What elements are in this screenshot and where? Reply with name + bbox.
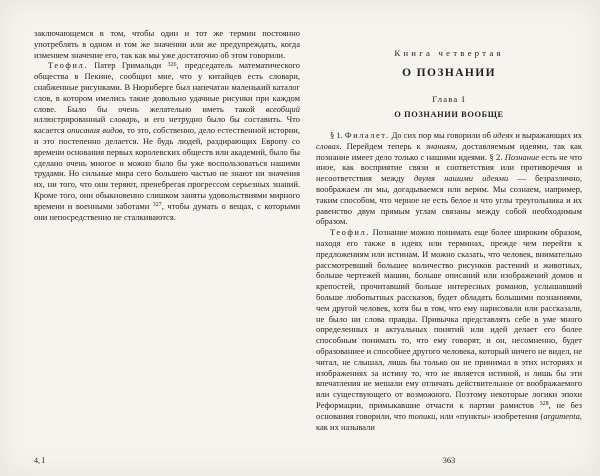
signature-mark: 4, I — [34, 456, 45, 465]
paragraph-theophilus-left: Теофил. Патер Гримальди $^{326}$, председатель математического общества в Пекине, сообщил мне, что у китайцев есть словари, снабженные рисунками. В Нюрнберге был напечатан маленький каталог слов, в котором имелись такие довольно удачные рисунки при каждом слове. Было бы очень желательно иметь такой всеобщий иллюстрированный словарь, и его нетрудно было бы составить. Что касается описания видов, то это, собственно, дело естественной истории, и это постепенно делается. Не будь людей, раздирающих Европу со времени основания первых королевских обществ или академий, было бы сделано очень многое и можно было бы уже воспользоваться нашими трудами. Но сильные мира сего большею частью не знают ни значения их, ни того, что они теряют, пренебрегая прогрессом серьезных знаний. Кроме того, они обыкновенно слишком заняты удовольствиями мирного времени и военными заботами $^{327}$, чтобы думать о вещах, с которыми они непосредственно не сталкиваются. — [34, 60, 300, 222]
part-title: О ПОЗНАНИИ — [402, 67, 496, 79]
left-column — [34, 28, 300, 448]
chapter-title: О ПОЗНАНИИ ВООБЩЕ — [394, 110, 504, 119]
paragraph-theophilus-right: Теофил. Познание можно понимать еще более широким образом, находя его также в идеях или терминах, прежде чем перейти к предложениям или истинам. И можно сказать, что человек, внимательно рассмотревший большее количество рисунков растений и животных, больше чертежей машин, больше описаний или изображений домов и крепостей, прочитавший больше интересных романов, услышавший больше любопытных рассказов, будет обладать большими познаниями, чем другой человек, хотя бы в том, что ему нарисовали или рассказали, не было ни слова правды. Привычка представлять себе в уме много определенных и актуальных понятий или идей делает его более способным понимать то, что ему говорят, и он, несомненно, будет образованнее и способнее другого человека, который ничего не видел, не читал, не слышал, лишь бы только он не принимал в этих историях и изображениях за истину то, что не является истиной, и лишь бы эти впечатления не мешали ему отличать действительное от воображаемого или существующего от возможного. Поэтому некоторые логики эпохи Реформации, примыкавшие отчасти к партии рамистов $^{328}$, не без основания говорили, что топики, или «пункты» изобретения (argumenta, как их называли — [316, 227, 582, 432]
right-column — [316, 22, 582, 450]
chapter-label: Глава I — [432, 94, 466, 104]
page-number: 363 — [442, 455, 456, 465]
paragraph-continuation: заключающемся в том, чтобы один и тот же термин постоянно употреблять в одном и том же значении или же предупреждать, когда изменяем значение его, так как мы уже достаточно об этом говорили. — [34, 28, 300, 60]
paragraph-philalethes: § 1. Филалет. До сих пор мы говорили об идеях и выражающих их словах. Перейдем теперь к знаниям, доставляемым идеями, так как познание имеет дело только с нашими идеями. § 2. Познание есть не что иное, как восприятие связи и соответствия или противоречия и несоответствия между двумя нашими идеями — безразлично, воображаем ли мы, догадываемся или верим. Мы сознаем, например, таким способом, что черное не есть белое и что углы треугольника и их равенство двум прямым углам связаны между собой необходимым образом. — [316, 130, 582, 227]
book-heading: Книга четвертая — [394, 48, 504, 58]
